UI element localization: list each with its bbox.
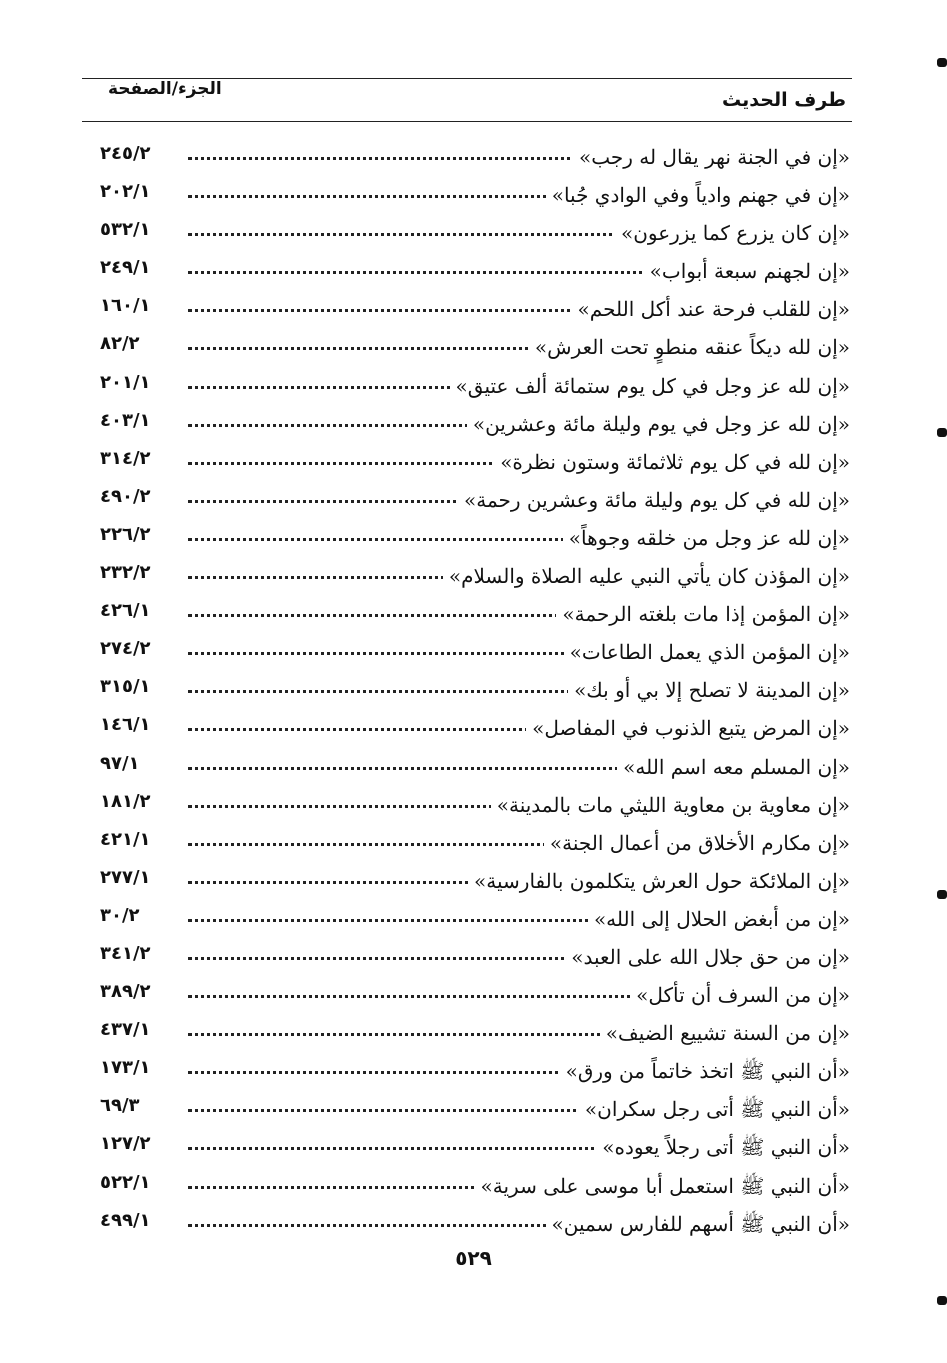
index-row (100, 1208, 850, 1246)
volume-page-ref: ١٨١/٢ (100, 790, 151, 812)
index-row (100, 141, 850, 179)
volume-page-ref: ٢٢٦/٢ (100, 523, 151, 545)
hadith-text: «إن المدينة لا تصلح إلا بي أو بك» (568, 678, 850, 702)
hadith-text: «إن لله عز وجل في يوم وليلة مائة وعشرين» (467, 412, 850, 436)
volume-page-ref: ١٤٦/١ (100, 714, 151, 736)
hadith-text: «إن المؤمن الذي يعمل الطاعات» (564, 640, 850, 664)
index-row (100, 1093, 850, 1131)
hadith-index-list (100, 141, 850, 1246)
index-row (100, 217, 850, 255)
hadith-text: «إن لله ديكاً عنقه منطوٍ تحت العرش» (529, 335, 850, 359)
page-header (82, 78, 852, 122)
volume-page-ref: ٥٢٢/١ (100, 1171, 151, 1193)
hadith-text: «إن الملائكة حول العرش يتكلمون بالفارسية» (468, 869, 850, 893)
hadith-text: «أن النبي ﷺ استعمل أبا موسى على سرية» (475, 1174, 850, 1203)
hadith-text: «إن من السنة تشييع الضيف» (600, 1021, 850, 1045)
index-row (100, 712, 850, 750)
volume-page-ref: ٢٤٩/١ (100, 257, 151, 279)
index-row (100, 1055, 850, 1093)
index-row (100, 484, 850, 522)
hadith-text: «إن المؤمن إذا مات بلغته الرحمة» (556, 602, 850, 626)
volume-page-ref: ٤٠٣/١ (100, 409, 151, 431)
index-row (100, 560, 850, 598)
index-row (100, 255, 850, 293)
volume-page-ref: ٣١٥/١ (100, 676, 151, 698)
hadith-text: «إن المرض يتبع الذنوب في المفاصل» (526, 716, 850, 740)
hadith-text: «إن لله عز وجل في كل يوم ستمائة ألف عتيق» (450, 374, 850, 398)
volume-page-ref: ٣١٤/٢ (100, 447, 151, 469)
volume-page-ref: ٢٠٢/١ (100, 181, 151, 203)
hadith-text: «إن المسلم معه اسم الله» (617, 755, 850, 779)
volume-page-ref: ٢٣٢/٢ (100, 562, 151, 584)
index-row (100, 636, 850, 674)
index-row (100, 789, 850, 827)
hadith-text: «إن لله عز وجل من خلقه وجوهاً» (563, 526, 850, 550)
header-volume-page-label: الجزء/الصفحة (108, 79, 222, 99)
index-row (100, 331, 850, 369)
volume-page-ref: ٥٣٢/١ (100, 219, 151, 241)
volume-page-ref: ٦٩/٣ (100, 1095, 140, 1117)
header-hadith-label: طرف الحديث (722, 89, 846, 111)
volume-page-ref: ٤٩٠/٢ (100, 485, 151, 507)
hadith-text: «إن مكارم الأخلاق من أعمال الجنة» (544, 831, 850, 855)
page-number: ٥٢٩ (455, 1246, 492, 1270)
scan-edge-mark (937, 428, 947, 437)
volume-page-ref: ١٧٣/١ (100, 1057, 151, 1079)
hadith-text: «إن من أبغض الحلال إلى الله» (588, 907, 850, 931)
index-row (100, 370, 850, 408)
scan-edge-mark (937, 890, 947, 899)
index-row (100, 179, 850, 217)
hadith-text: «إن في جهنم وادياً وفي الوادي جُبا» (546, 183, 850, 207)
hadith-text: «أن النبي ﷺ أسهم للفارس سمين» (546, 1212, 850, 1241)
index-row (100, 446, 850, 484)
index-row (100, 522, 850, 560)
volume-page-ref: ٨٢/٢ (100, 333, 140, 355)
hadith-text: «إن من حق جلال الله على العبد» (565, 945, 850, 969)
volume-page-ref: ٩٧/١ (100, 752, 140, 774)
hadith-text: «إن لله في كل يوم وليلة مائة وعشرين رحمة» (458, 488, 850, 512)
index-row (100, 408, 850, 446)
scan-edge-mark (937, 58, 947, 67)
hadith-text: «أن النبي ﷺ أتى رجلاً يعوده» (596, 1135, 850, 1164)
hadith-text: «إن معاوية بن معاوية الليثي مات بالمدينة» (491, 793, 850, 817)
hadith-text: «إن لله في كل يوم ثلاثمائة وستون نظرة» (494, 450, 850, 474)
hadith-text: «أن النبي ﷺ أتى رجل سكران» (579, 1097, 850, 1126)
volume-page-ref: ١٢٧/٢ (100, 1133, 151, 1155)
volume-page-ref: ٣٤١/٢ (100, 942, 151, 964)
volume-page-ref: ٣٨٩/٢ (100, 981, 151, 1003)
hadith-text: «إن في الجنة نهر يقال له رجب» (573, 145, 850, 169)
hadith-text: «إن لجهنم سبعة أبواب» (644, 259, 850, 283)
volume-page-ref: ٤٢١/١ (100, 828, 151, 850)
index-row (100, 827, 850, 865)
volume-page-ref: ٢٧٤/٢ (100, 638, 151, 660)
volume-page-ref: ٢٤٥/٢ (100, 143, 151, 164)
index-row (100, 598, 850, 636)
volume-page-ref: ٤٢٦/١ (100, 600, 151, 622)
index-row (100, 751, 850, 789)
volume-page-ref: ٣٠/٢ (100, 904, 140, 926)
volume-page-ref: ٤٣٧/١ (100, 1019, 151, 1041)
index-row (100, 293, 850, 331)
index-row (100, 1131, 850, 1169)
scan-edge-mark (937, 1296, 947, 1305)
volume-page-ref: ١٦٠/١ (100, 295, 151, 317)
index-row (100, 1170, 850, 1208)
hadith-text: «أن النبي ﷺ اتخذ خاتماً من ورق» (560, 1059, 850, 1088)
index-row (100, 903, 850, 941)
index-row (100, 1017, 850, 1055)
hadith-text: «إن من السرف أن تأكل» (630, 983, 850, 1007)
volume-page-ref: ٤٩٩/١ (100, 1209, 151, 1231)
index-row (100, 865, 850, 903)
index-row (100, 979, 850, 1017)
volume-page-ref: ٢٧٧/١ (100, 866, 151, 888)
hadith-text: «إن للقلب فرحة عند أكل اللحم» (572, 297, 850, 321)
index-row (100, 674, 850, 712)
index-row (100, 941, 850, 979)
volume-page-ref: ٢٠١/١ (100, 371, 151, 393)
hadith-text: «إن كان يزرع كما يزرعون» (615, 221, 850, 245)
hadith-text: «إن المؤذن كان يأتي النبي عليه الصلاة والسلام» (443, 564, 850, 588)
